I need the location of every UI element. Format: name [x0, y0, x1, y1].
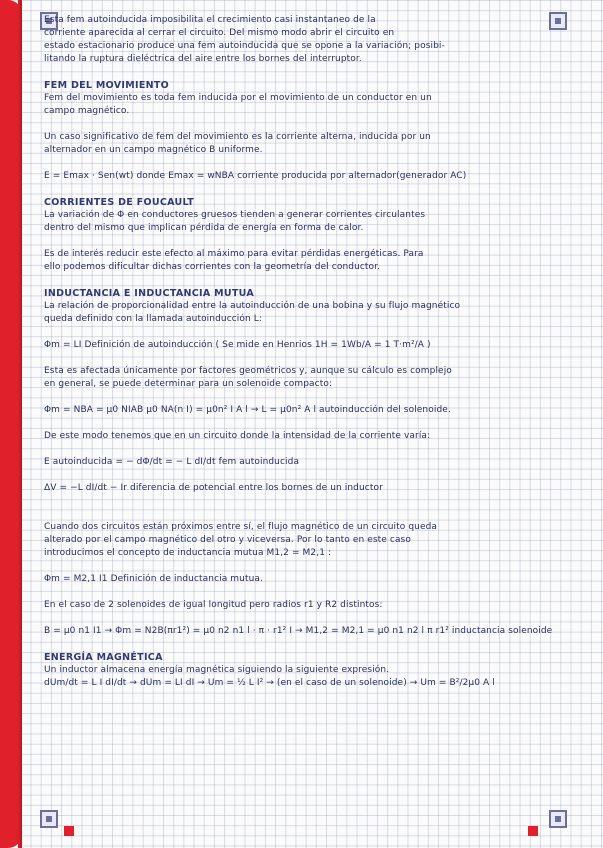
text-line: litando la ruptura dieléctrica del aire entre los bornes del interruptor. — [44, 54, 362, 64]
text-line: E autoinducida = − dΦ/dt = − L dI/dt fem autoinducida — [44, 457, 300, 467]
section-heading: ENERGÍA MAGNÉTICA — [44, 652, 163, 663]
text-line: dentro del mismo que implican pérdida de energía en forma de calor. — [44, 223, 364, 233]
text-line: queda definido con la llamada autoinducción L: — [44, 314, 263, 324]
text-line: ΔV = −L dI/dt − Ir diferencia de potencial entre los bornes de un inductor — [44, 483, 383, 493]
text-line: introducimos el concepto de inductancia mutua M1,2 = M2,1 : — [44, 548, 332, 558]
paragraph-gap — [44, 469, 564, 482]
paragraph-gap — [44, 66, 564, 79]
paragraph-gap — [44, 183, 564, 196]
text-line: Φm = LI Definición de autoinducción ( Se mide en Henrios 1H = 1Wb/A = 1 T·m²/A ) — [44, 340, 431, 350]
paragraph-gap — [44, 235, 564, 248]
text-line: Es de interés reducir este efecto al máximo para evitar pérdidas energéticas. Para — [44, 249, 424, 259]
text-line: Φm = NBA = μ0 NIAB μ0 NA(n I) = μ0n² I A l → L = μ0n² A l autoinducción del solenoide. — [44, 405, 451, 415]
paragraph-gap — [44, 352, 564, 365]
red-square-mark — [64, 826, 74, 836]
paragraph-gap — [44, 638, 564, 651]
paragraph-gap — [44, 326, 564, 339]
text-line: corriente aparecida al cerrar el circuito. Del mismo modo abrir el circuito en — [44, 28, 395, 38]
text-line: Cuando dos circuitos están próximos entre sí, el flujo magnético de un circuito queda — [44, 522, 438, 532]
corner-square-icon — [549, 810, 567, 828]
paragraph-gap — [44, 508, 564, 521]
text-line: La relación de proporcionalidad entre la autoinducción de una bobina y su flujo magnético — [44, 301, 461, 311]
text-line: alterado por el campo magnético del otro y viceversa. Por lo tanto en este caso — [44, 535, 411, 545]
text-line: En el caso de 2 solenoides de igual longitud pero radios r1 y R2 distintos: — [44, 600, 383, 610]
text-line: Un inductor almacena energía magnética siguiendo la siguiente expresión. — [44, 665, 390, 675]
paragraph-gap — [44, 274, 564, 287]
text-line: en general, se puede determinar para un solenoide compacto: — [44, 379, 333, 389]
paragraph-gap — [44, 417, 564, 430]
text-line: Un caso significativo de fem del movimiento es la corriente alterna, inducida por un — [44, 132, 431, 142]
text-line: Φm = M2,1 I1 Definición de inductancia mutua. — [44, 574, 263, 584]
red-margin-bar — [0, 0, 22, 848]
text-line: Esta fem autoinducida imposibilita el crecimiento casi instantaneo de la — [44, 15, 376, 25]
paragraph-gap — [44, 391, 564, 404]
text-line: campo magnético. — [44, 106, 130, 116]
text-line: Fem del movimiento es toda fem inducida por el movimiento de un conductor en un — [44, 93, 432, 103]
text-line: E = Emax · Sen(wt) donde Emax = wNBA corriente producida por alternador(generador AC) — [44, 171, 467, 181]
text-line: ello podemos dificultar dichas corrientes con la geometría del conductor. — [44, 262, 381, 272]
section-heading: CORRIENTES DE FOUCAULT — [44, 197, 195, 208]
paragraph-gap — [44, 495, 564, 508]
paragraph-gap — [44, 157, 564, 170]
text-line: Esta es afectada únicamente por factores geométricos y, aunque su cálculo es complejo — [44, 366, 452, 376]
paragraph-gap — [44, 560, 564, 573]
red-square-mark — [528, 826, 538, 836]
text-line: alternador en un campo magnético B uniforme. — [44, 145, 263, 155]
paragraph-gap — [44, 612, 564, 625]
handwritten-notes — [44, 14, 564, 690]
corner-square-icon — [40, 810, 58, 828]
text-line: B = μ0 n1 I1 → Φm = N2B(πr1²) = μ0 n2 n1 l · π · r1² I → M1,2 = M2,1 = μ0 n1 n2 l π r1² inductancia solenoide — [44, 626, 553, 636]
text-line: De este modo tenemos que en un circuito donde la intensidad de la corriente varía: — [44, 431, 431, 441]
paragraph-gap — [44, 118, 564, 131]
section-heading: INDUCTANCIA E INDUCTANCIA MUTUA — [44, 288, 255, 299]
paragraph-gap — [44, 586, 564, 599]
text-line: La variación de Φ en conductores gruesos tienden a generar corrientes circulantes — [44, 210, 426, 220]
paragraph-gap — [44, 443, 564, 456]
text-line: estado estacionario produce una fem autoinducida que se opone a la variación; posibi- — [44, 41, 445, 51]
section-heading: FEM DEL MOVIMIENTO — [44, 80, 170, 91]
text-line: dUm/dt = L I dI/dt → dUm = LI dI → Um = ½ L I² → (en el caso de un solenoide) → Um = B²/2μ0 A l — [44, 678, 495, 688]
